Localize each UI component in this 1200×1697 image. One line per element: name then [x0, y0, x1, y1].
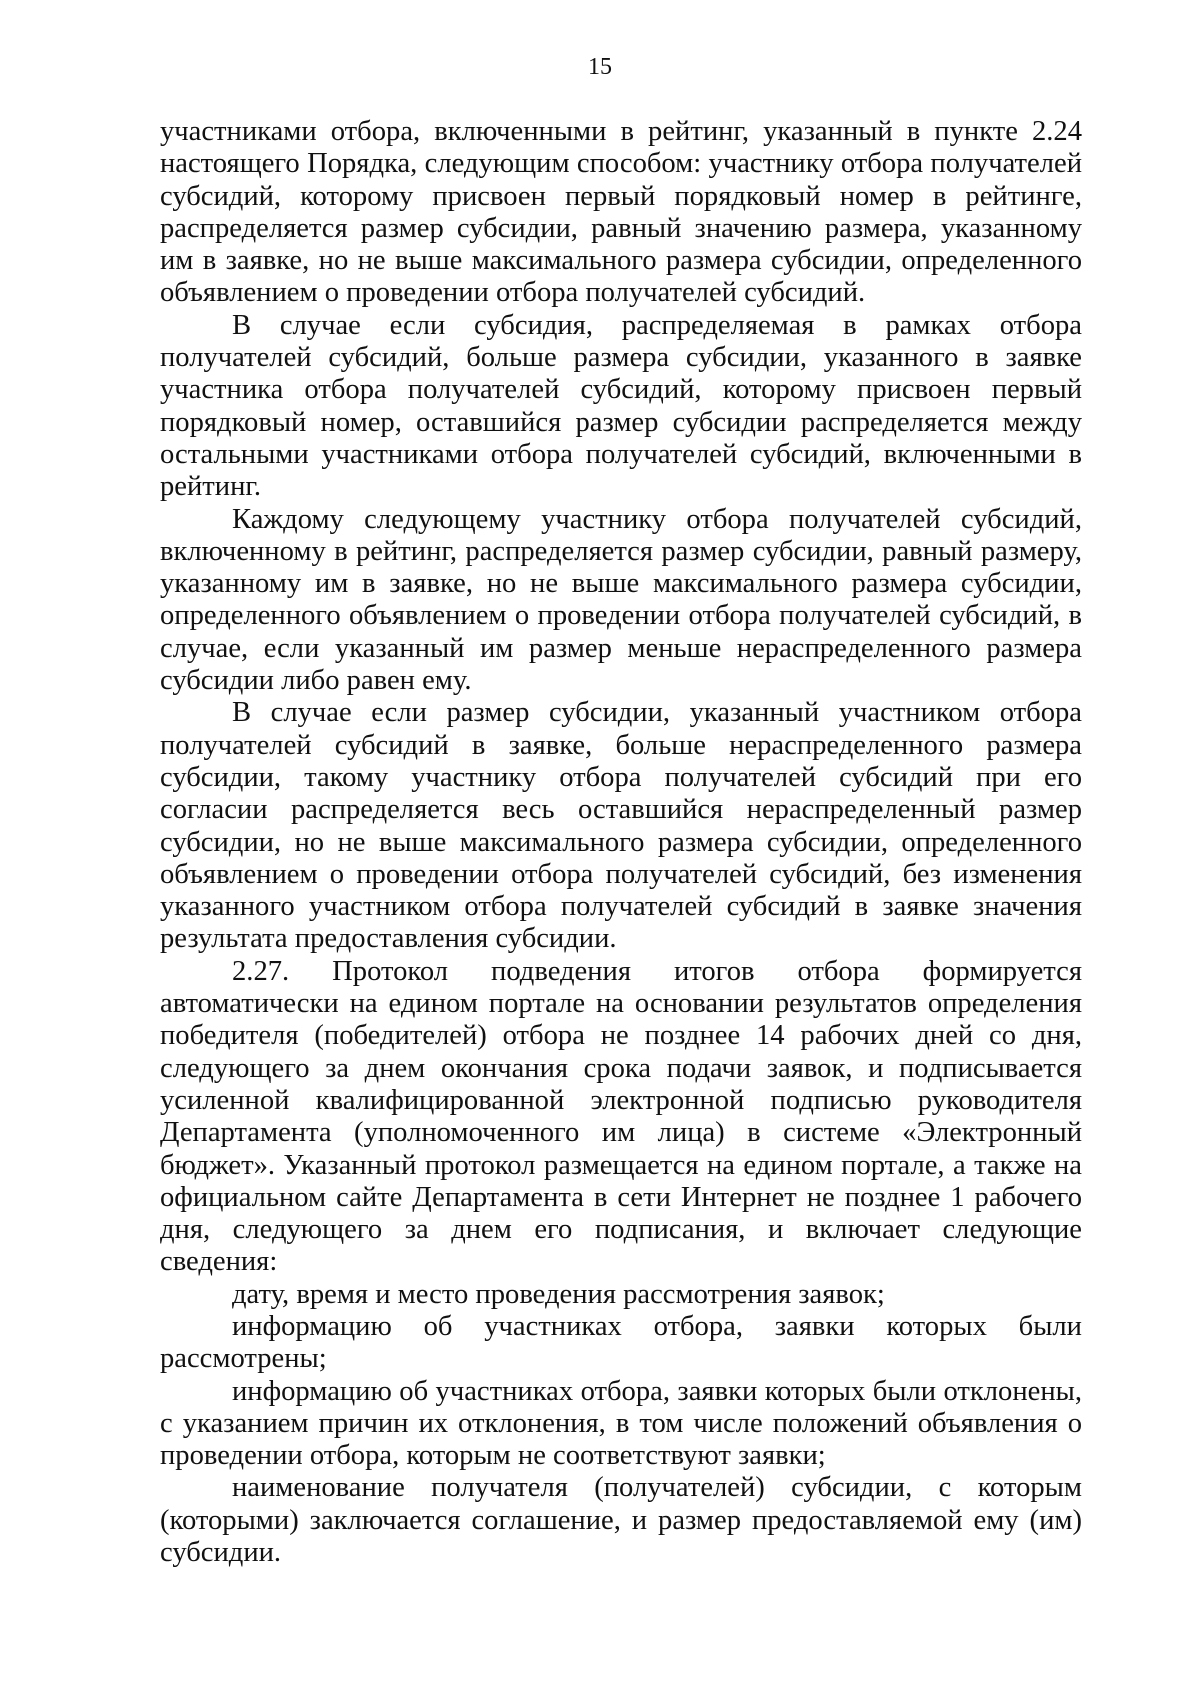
list-item-recipient-name: наименование получателя (получателей) субсидии, с которым (которыми) заключается соглашение, и размер предоставляемой ему (им) субсидии. — [160, 1472, 1082, 1569]
paragraph-2: В случае если субсидия, распределяемая в рамках отбора получателей субсидий, больше размера субсидии, указанного в заявке участника отбора получателей субсидий, которому присвоен первый порядковый номер, оставшийся размер субсидии распределяется между остальными участниками отбора получателей субсидий, включенными в рейтинг. — [160, 309, 1082, 503]
paragraph-4: В случае если размер субсидии, указанный участником отбора получателей субсидий в заявке, больше нераспределенного размера субсидии, такому участнику отбора получателей субсидий при его согласии распределяется весь оставшийся нераспределенный размер субсидии, но не выше максимального размера субсидии, определенного объявлением о проведении отбора получателей субсидий, без изменения указанного участником отбора получателей субсидий в заявке значения результата предоставления субсидии. — [160, 697, 1082, 955]
page-number: 15 — [588, 54, 612, 80]
document-body — [160, 116, 1082, 1569]
list-item-rejected-participants: информацию об участниках отбора, заявки которых были отклонены, с указанием причин их отклонения, в том числе положений объявления о проведении отбора, которым не соответствуют заявки; — [160, 1375, 1082, 1472]
list-item-reviewed-participants: информацию об участниках отбора, заявки которых были рассмотрены; — [160, 1310, 1082, 1375]
paragraph-5-clause-2-27: 2.27. Протокол подведения итогов отбора формируется автоматически на едином портале на основании результатов определения победителя (победителей) отбора не позднее 14 рабочих дней со дня, следующего за днем окончания срока подачи заявок, и подписывается усиленной квалифицированной электронной подписью руководителя Департамента (уполномоченного им лица) в системе «Электронный бюджет». Указанный протокол размещается на едином портале, а также на официальном сайте Департамента в сети Интернет не позднее 1 рабочего дня, следующего за днем его подписания, и включает следующие сведения: — [160, 955, 1082, 1278]
list-item-date-time-place: дату, время и место проведения рассмотрения заявок; — [232, 1278, 885, 1310]
paragraph-3: Каждому следующему участнику отбора получателей субсидий, включенному в рейтинг, распределяется размер субсидии, равный размеру, указанному им в заявке, но не выше максимального размера субсидии, определенного объявлением о проведении отбора получателей субсидий, в случае, если указанный им размер меньше нераспределенного размера субсидии либо равен ему. — [160, 503, 1082, 697]
paragraph-1: участниками отбора, включенными в рейтинг, указанный в пункте 2.24 настоящего Порядка, следующим способом: участнику отбора получателей субсидий, которому присвоен первый порядковый номер в рейтинге, распределяется размер субсидии, равный значению размера, указанному им в заявке, но не выше максимального размера субсидии, определенного объявлением о проведении отбора получателей субсидий. — [160, 116, 1082, 309]
